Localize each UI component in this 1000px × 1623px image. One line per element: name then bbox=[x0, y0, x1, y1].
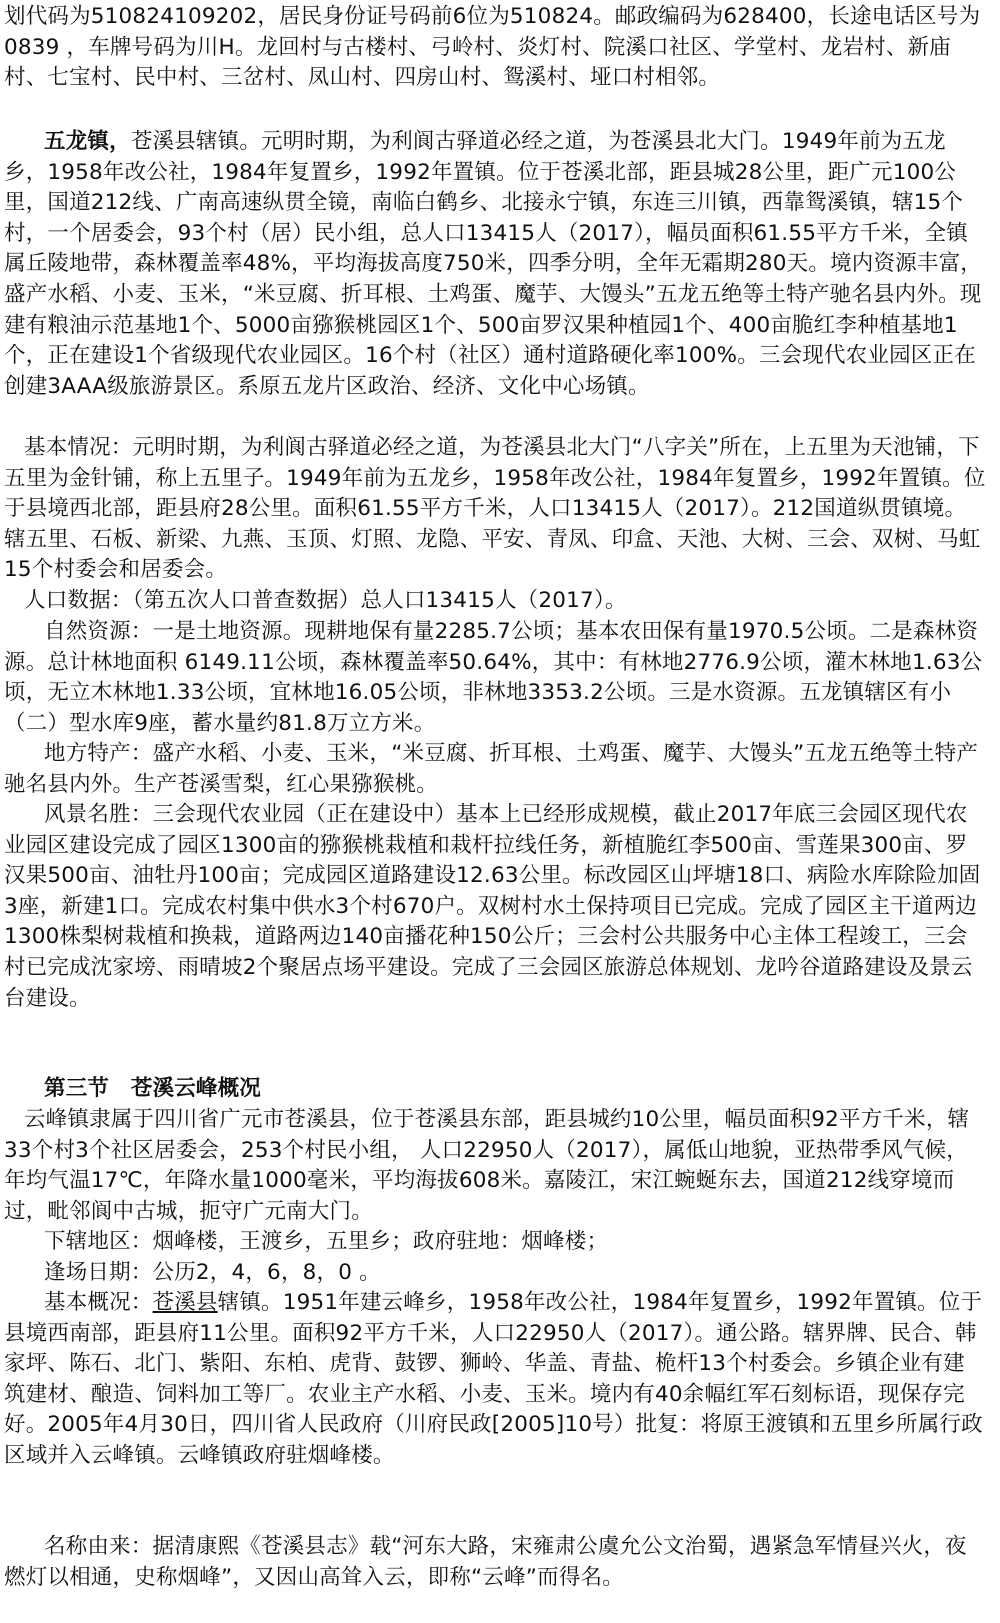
wulong-intro-paragraph bbox=[4, 127, 986, 402]
overview-lead: 基本概况： bbox=[44, 1290, 153, 1315]
yunfeng-intro: 云峰镇隶属于四川省广元市苍溪县，位于苍溪县东部，距县城约10公里，幅员面积92平方千米，辖33个村3个社区居委会，253个村民小组， 人口22950人（2017），属低山地貌，亚热带季风气候，年均气温17℃，年降水量1000毫米，平均海拔608米。嘉陵江，宋江蜿蜒东去，国道212线穿境而过，毗邻阆中古城，扼守广元南大门。 bbox=[4, 1107, 970, 1224]
cangxi-county-link[interactable]: 苍溪县 bbox=[152, 1290, 218, 1315]
yunfeng-jurisdiction: 下辖地区：烟峰楼，王渡乡，五里乡；政府驻地：烟峰楼； bbox=[44, 1229, 609, 1254]
wulong-local-specialties: 地方特产：盛产水稻、小麦、玉米，“米豆腐、折耳根、土鸡蛋、魔芋、大馒头”五龙五绝等土特产驰名县内外。生产苍溪雪梨，红心果猕猴桃。 bbox=[4, 741, 979, 797]
wulong-population: 人口数据：（第五次人口普查数据）总人口13415人（2017）。 bbox=[24, 588, 627, 613]
wulong-scenic-spots: 风景名胜：三会现代农业园（正在建设中）基本上已经形成规模，截止2017年底三会园区现代农业园区建设完成了园区1300亩的猕猴桃栽植和栽杆拉线任务，新植脆红李500亩、雪莲果300亩、罗汉果500亩、油牡丹100亩；完成园区道路建设12.63公里。标改园区山坪塘18口、病险水库除险加固3座，新建1口。完成农村集中供水3个村670户。双树村水土保持项目已完成。完成了园区主干道两边1300株梨树栽植和换栽，道路两边140亩播花种150公斤；三会村公共服务中心主体工程竣工，三会村已完成沈家塝、雨晴坡2个聚居点场平建设。完成了三会园区旅游总体规划、龙吟谷道路建设及景云台建设。 bbox=[4, 802, 981, 1011]
wulong-intro-text: 苍溪县辖镇。元明时期，为利阆古驿道必经之道，为苍溪县北大门。1949年前为五龙乡，1958年改公社，1984年复置乡，1992年置镇。位于苍溪北部，距县城28公里，距广元100公里，国道212线、广南高速纵贯全镜，南临白鹤乡、北接永宁镇，东连三川镇，西靠鸳溪镇，辖15个村，一个居委会，93个村（居）民小组，总人口13415人（2017），幅员面积61.55平方千米，全镇属丘陵地带，森林覆盖率48%，平均海拔高度750米，四季分明，全年无霜期280天。境内资源丰富，盛产水稻、小麦、玉米，“米豆腐、折耳根、土鸡蛋、魔芋、大馒头”五龙五绝等土特产驰名县内外。现建有粮油示范基地1个、5000亩猕猴桃园区1个、500亩罗汉果种植园1个、400亩脆红李种植基地1个，正在建设1个省级现代农业园区。16个村（社区）通村道路硬化率100%。三会现代农业园区正在创建3AAA级旅游景区。系原五龙片区政治、经济、文化中心场镇。 bbox=[4, 129, 982, 399]
wulong-natural-resources: 自然资源：一是土地资源。现耕地保有量2285.7公顷；基本农田保有量1970.5公顷。二是森林资源。总计林地面积 6149.11公顷，森林覆盖率50.64%，其中：有林地2776.9公顷，灌木林地1.63公顷，无立木林地1.33公顷，宜林地16.05公顷，非林地3353.2公顷。三是水资源。五龙镇辖区有小（二）型水库9座，蓄水量约81.8万立方米。 bbox=[4, 619, 983, 736]
yunfeng-name-origin: 名称由来：据清康熙《苍溪县志》载“河东大路，宋雍肃公虞允公文治蜀，遇紧急军情昼兴火，夜燃灯以相通，史称烟峰”，又因山高耸入云，即称“云峰”而得名。 bbox=[4, 1534, 967, 1590]
top-paragraph: 划代码为510824109202，居民身份证号码前6位为510824。邮政编码为628400，长途电话区号为0839 ，车牌号码为川H。龙回村与古楼村、弓岭村、炎灯村、院溪口社区、学堂村、龙岩村、新庙村、七宝村、民中村、三岔村、凤山村、四房山村、鸳溪村、垭口村相邻。 bbox=[4, 4, 981, 91]
wulong-basic-info: 基本情况：元明时期，为利阆古驿道必经之道，为苍溪县北大门“八字关”所在，上五里为天池铺，下五里为金针铺，称上五里子。1949年前为五龙乡，1958年改公社，1984年复置乡，1992年置镇。位于县境西北部，距县府28公里。面积61.55平方千米，人口13415人（2017）。212国道纵贯镇境。辖五里、石板、新梁、九燕、玉顶、灯照、龙隐、平安、青凤、印盒、天池、大树、三会、双树、马虹15个村委会和居委会。 bbox=[4, 435, 986, 583]
section-title: 第三节 苍溪云峰概况 bbox=[44, 1076, 262, 1101]
overview-text: 辖镇。1951年建云峰乡，1958年改公社，1984年复置乡，1992年置镇。位于县境西南部，距县府11公里。面积92平方千米，人口22950人（2017）。通公路。辖界牌、民合、韩家坪、陈石、北门、紫阳、东柏、虎背、鼓锣、狮岭、华盖、青盐、桅杆13个村委会。乡镇企业有建筑建材、酿造、饲料加工等厂。农业主产水稻、小麦、玉米。境内有40余幅红军石刻标语，现保存完好。2005年4月30日，四川省人民政府（川府民政[2005]10号）批复：将原王渡镇和五里乡所属行政区域并入云峰镇。云峰镇政府驻烟峰楼。 bbox=[4, 1290, 983, 1468]
yunfeng-market-days: 逢场日期：公历2，4，6，8，0 。 bbox=[44, 1260, 381, 1285]
wulong-town-name: 五龙镇， bbox=[44, 129, 131, 154]
yunfeng-overview bbox=[4, 1288, 986, 1472]
